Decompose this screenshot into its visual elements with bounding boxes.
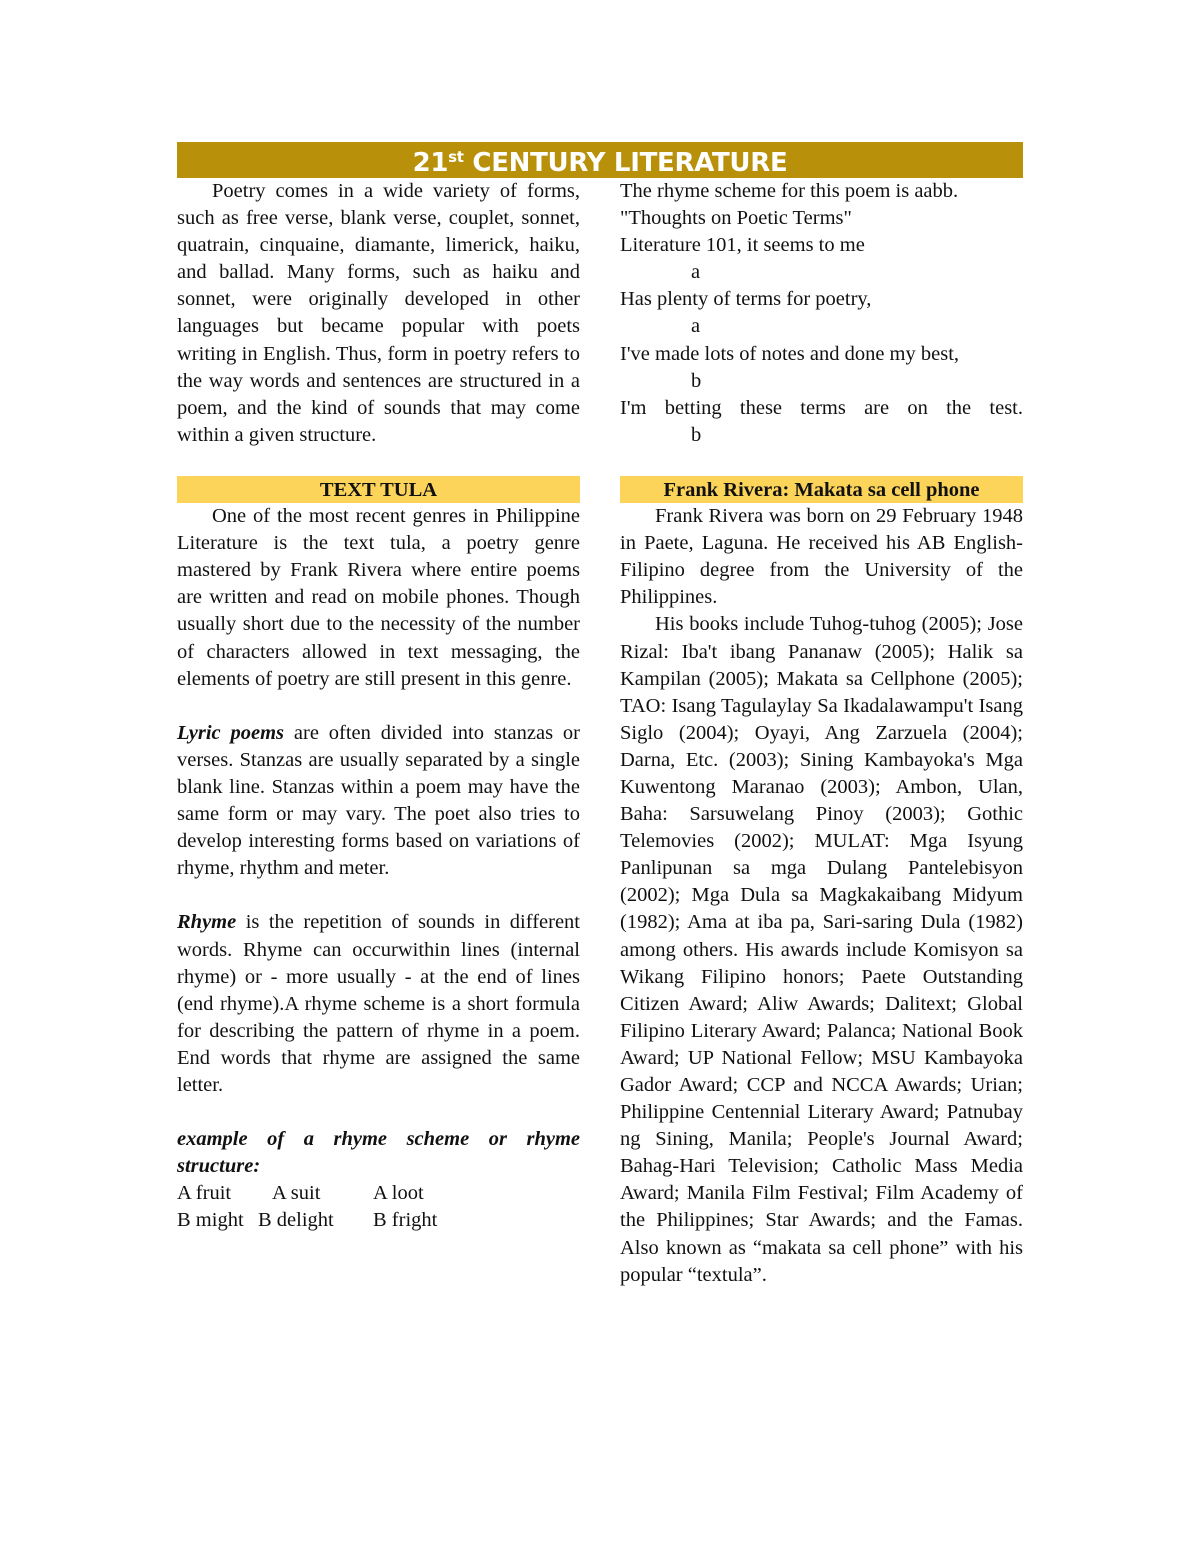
rhyme-letter: b xyxy=(691,369,702,392)
rhyme-paragraph: Rhyme is the repetition of sounds in different words. Rhyme can occurwithin lines (internal rhyme) or - more usually - at the end of lines (end rhyme).A rhyme scheme is a short formula for describing the pattern of rhyme in a poem. End words that rhyme are assigned the same letter. xyxy=(177,911,580,1096)
scheme-row: A fruit A suit A loot xyxy=(177,1182,424,1205)
text-tula-paragraph: One of the most recent genres in Philippine Literature is the text tula, a poetry genre mastered by Frank Rivera where entire poems are written and read on mobile phones. Though usually short due to the necessity of the number of characters allowed in text messaging, the elements of poetry are still present in this genre. xyxy=(177,505,580,690)
lyric-paragraph: Lyric poems are often divided into stanzas or verses. Stanzas are usually separated by a single blank line. Stanzas within a poem may have the same form or may vary. The poet also tries to develop interesting forms based on variations of rhyme, rhythm and meter. xyxy=(177,721,581,880)
poem-line: I'm betting these terms are on the test. xyxy=(620,396,1023,419)
lyric-term: Lyric poems xyxy=(177,721,285,744)
title-banner xyxy=(177,142,1023,178)
right-column xyxy=(620,178,1023,1289)
rhyme-letter: a xyxy=(691,261,701,284)
rhyme-term: Rhyme xyxy=(177,911,237,934)
poem-line: Literature 101, it seems to me xyxy=(620,234,865,257)
poem-line: I've made lots of notes and done my best, xyxy=(620,342,960,365)
example-heading: example of a rhyme scheme or rhyme structure: xyxy=(177,1128,580,1178)
left-column xyxy=(177,178,580,1235)
poem-title: "Thoughts on Poetic Terms" xyxy=(620,207,852,230)
rivera-bio: Frank Rivera was born on 29 February 1948 in Paete, Laguna. He received his AB English-Filipino degree from the University of the Philippines. xyxy=(620,505,1023,609)
text-tula-heading: TEXT TULA xyxy=(177,476,580,503)
intro-paragraph: Poetry comes in a wide variety of forms, such as free verse, blank verse, couplet, sonnet, quatrain, cinquaine, diamante, limerick, haiku, and ballad. Many forms, such as haiku and sonnet, were originally developed in other languages but became popular with poets writing in English. Thus, form in poetry refers to the way words and sentences are structured in a poem, and the kind of sounds that may come within a given structure. xyxy=(177,180,580,446)
rivera-works: His books include Tuhog-tuhog (2005); Jose Rizal: Iba't ibang Pananaw (2005); Halik sa Kampilan (2005); Makata sa Cellphone (2005); TAO: Isang Tagulaylay Sa Ikadalawampu't Isang Siglo (2004); Oyayi, Ang Zarzuela (2004); Darna, Etc. (2003); Sining Kambayoka's Mga Kuwentong Maranao (2003); Ambon, Ulan, Baha: Sarsuwelang Pinoy (2003); Gothic Telemovies (2002); MULAT: Mga Isyung Panlipunan sa mga Dulang Pantelebisyon (2002); Mga Dula sa Magkakaibang Midyum (1982); Ama at iba pa, Sari-saring Dula (1982) among others. His awards include Komisyon sa Wikang Filipino honors; Paete Outstanding Citizen Award; Aliw Awards; Dalitext; Global Filipino Literary Award; Palanca; National Book Award; UP National Fellow; MSU Kambayoka Gador Award; CCP and NCCA Awards; Urian; Philippine Centennial Literary Award; Patnubay ng Sining, Manila; People's Journal Award; Bahag-Hari Television; Catholic Mass Media Award; Manila Film Festival; Film Academy of the Philippines; Star Awards; and the Famas. Also known as “makata sa cell phone” with his popular “textula”. xyxy=(620,613,1023,1286)
scheme-row: B might B delight B fright xyxy=(177,1209,438,1232)
page-title: 21st CENTURY LITERATURE xyxy=(412,148,788,178)
rivera-heading: Frank Rivera: Makata sa cell phone xyxy=(620,476,1023,503)
rhyme-letter: a xyxy=(691,315,701,338)
scheme-intro: The rhyme scheme for this poem is aabb. xyxy=(620,180,959,202)
rhyme-letter: b xyxy=(691,423,702,446)
poem-line: Has plenty of terms for poetry, xyxy=(620,288,872,311)
